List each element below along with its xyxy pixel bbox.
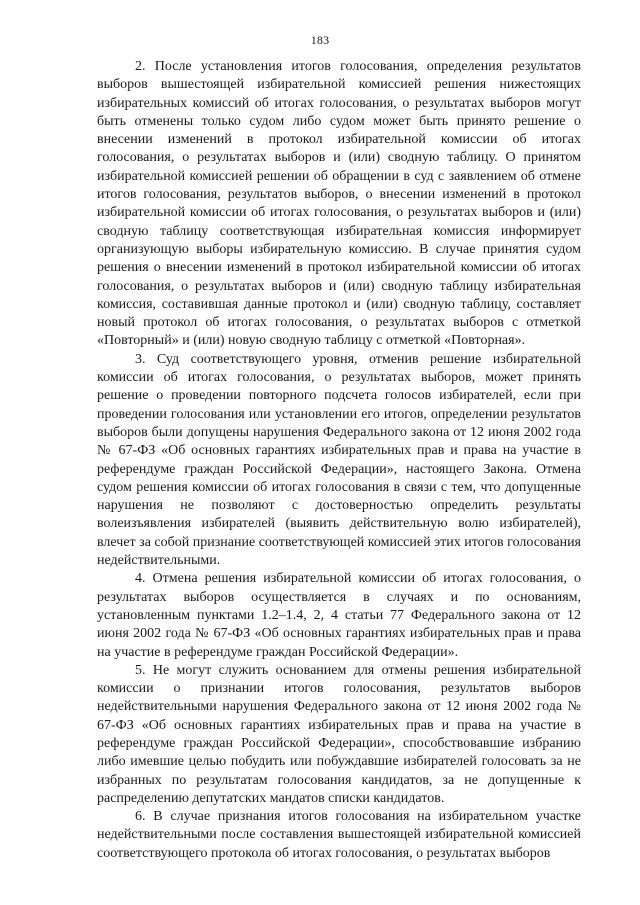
paragraph-3: 3. Суд соответствующего уровня, отменив решение избирательной комиссии об итогах голосования, о результатах выборов, может принять решение о проведении повторного подсчета голосов избирателей, если при проведении голосования или установлении его итогов, определении результатов выборов были допущены нарушения Федерального закона от 12 июня 2002 года № 67-ФЗ «Об основных гарантиях избирательных прав и права на участие в референдуме граждан Российской Федерации», настоящего Закона. Отмена судом решения комиссии об итогах голосования в связи с тем, что допущенные нарушения не позволяют с достоверностью определить результаты волеизъявления избирателей (выявить действительную волю избирателей), влечет за собой признание соответствующей комиссией этих итогов голосования недействительными.	[97, 351, 581, 569]
body-text	[97, 58, 581, 863]
paragraph-2: 2. После установления итогов голосования, определения результатов выборов вышестоящей избирательной комиссией решения нижестоящих избирательных комиссий об итогах голосования, о результатах выборов могут быть отменены только судом либо судом может быть принято решение о внесении изменений в протокол избирательной комиссии об итогах голосования, о результатах выборов и (или) сводную таблицу. О принятом избирательной комиссией решении об обращении в суд с заявлением об отмене итогов голосования, результатов выборов, о внесении изменений в протокол избирательной комиссии об итогах голосования, о результатах выборов и (или) сводную таблицу соответствующая избирательная комиссия информирует организующую выборы избирательную комиссию. В случае принятия судом решения о внесении изменений в протокол избирательной комиссии об итогах голосования, о результатах выборов и (или) сводную таблицу избирательная комиссия, составившая данные протокол и (или) сводную таблицу, составляет новый протокол об итогах голосования, о результатах выборов с отметкой «Повторный» и (или) новую сводную таблицу с отметкой «Повторная».	[97, 59, 581, 349]
paragraph-6: 6. В случае признания итогов голосования на избирательном участке недействительными после составления вышестоящей избирательной комиссией соответствующего протокола об итогах голосования, о результатах выборов	[97, 809, 581, 861]
page-number: 183	[310, 33, 330, 47]
paragraph-4: 4. Отмена решения избирательной комиссии об итогах голосования, о результатах выборов осуществляется в случаях и по основаниям, установленным пунктами 1.2–1.4, 2, 4 статьи 77 Федерального закона от 12 июня 2002 года № 67-ФЗ «Об основных гарантиях избирательных прав и права на участие в референдуме граждан Российской Федерации».	[97, 571, 581, 660]
paragraph-5: 5. Не могут служить основанием для отмены решения избирательной комиссии о признании итогов голосования, результатов выборов недействительными нарушения Федерального закона от 12 июня 2002 года № 67-ФЗ «Об основных гарантиях избирательных прав и права на участие в референдуме граждан Российской Федерации», способствовавшие избранию либо имевшие целью побудить или побуждавшие избирателей голосовать за не избранных по результатам голосования кандидатов, за не допущенные к распределению депутатских мандатов списки кандидатов.	[97, 662, 581, 806]
